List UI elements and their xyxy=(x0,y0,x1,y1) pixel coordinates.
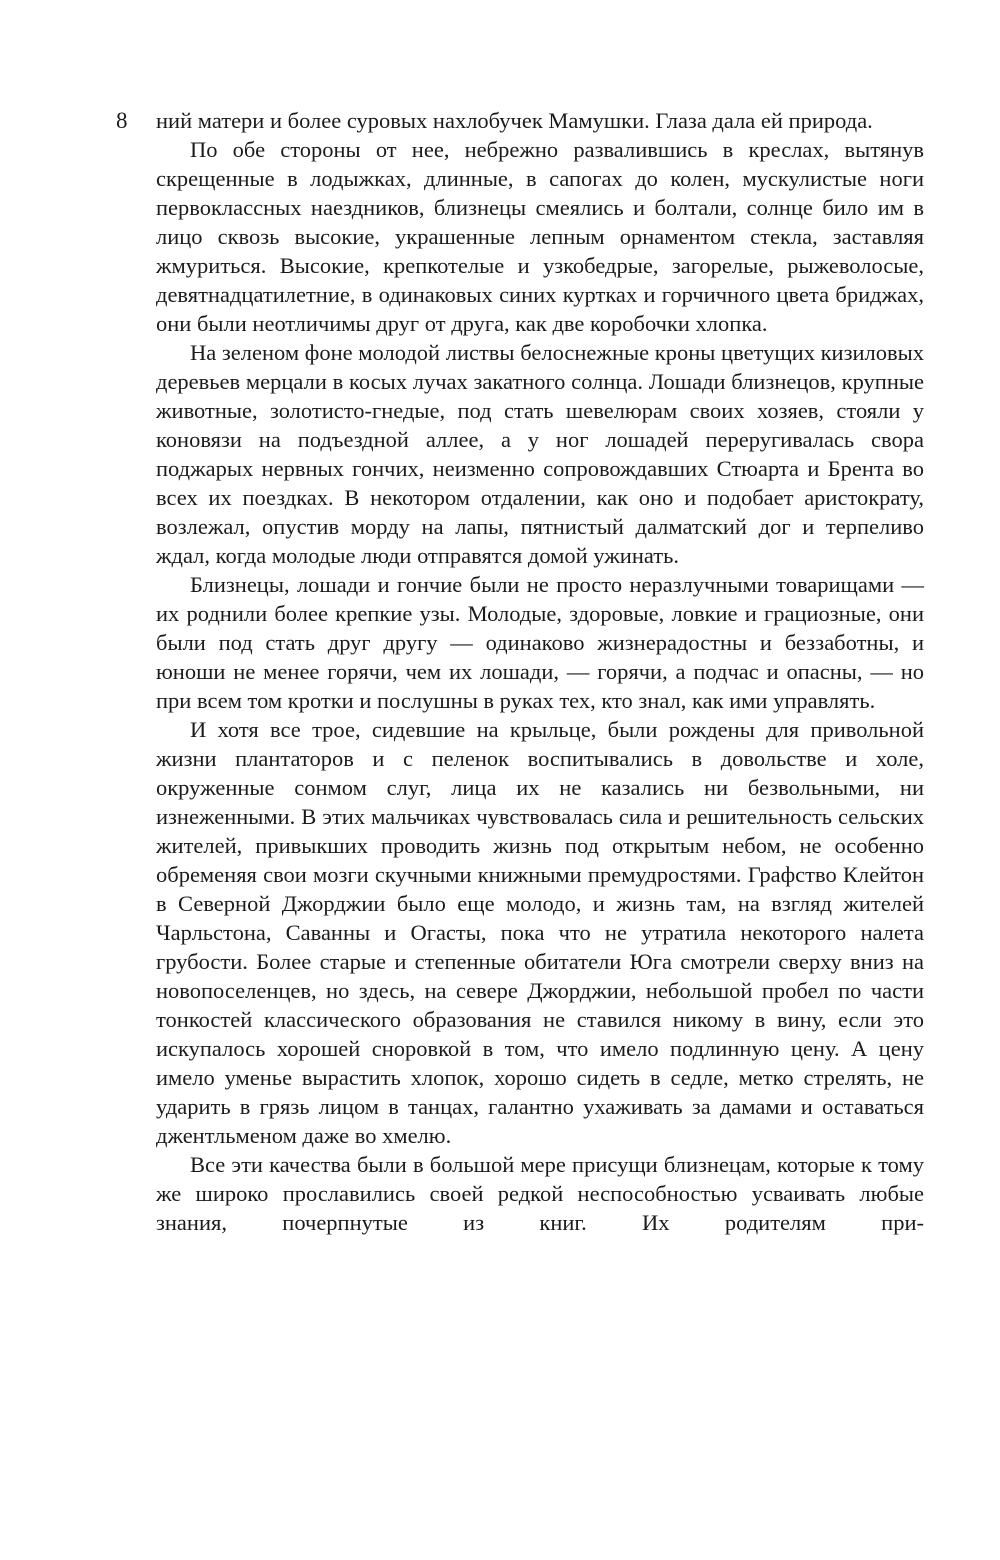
body-text xyxy=(156,106,924,1237)
paragraph-planter-life: И хотя все трое, сидевшие на крыльце, были рождены для привольной жизни плантаторов и с пеленок воспитывались в довольстве и холе, окруженные сонмом слуг, лица их не казались ни безвольными, ни изнеженными. В этих мальчиках чувствовалась сила и решительность сельских жителей, привыкших проводить жизнь под открытым небом, не особенно обременяя свои мозги скучными книжными премудростями. Графство Клейтон в Северной Джорджии было еще молодо, и жизнь там, на взгляд жителей Чарльстона, Саванны и Огасты, пока что не утратила некоторого налета грубости. Более старые и степенные обитатели Юга смотрели сверху вниз на новопоселенцев, но здесь, на севере Джорджии, небольшой пробел по части тонкостей классического образования не ставился никому в вину, если это искупалось хорошей сноровкой в том, что имело подлинную цену. А цену имело уменье вырастить хлопок, хорошо сидеть в седле, метко стрелять, не ударить в грязь лицом в танцах, галантно ухаживать за дамами и оставаться джентльменом даже во хмелю. xyxy=(156,717,924,1148)
paragraph-twins-description: По обе стороны от нее, небрежно развалившись в креслах, вытянув скрещенные в лодыжках, длинные, в сапогах до колен, мускулистые ноги первоклассных наездников, близнецы смеялись и болтали, солнце било им в лицо сквозь высокие, украшенные лепным орнаментом стекла, заставляя жмуриться. Высокие, крепкотелые и узкобедрые, загорелые, рыжеволосые, девятнадцатилетние, в одинаковых синих куртках и горчичного цвета бриджах, они были неотличимы друг от друга, как две коробочки хлопка. xyxy=(156,137,924,336)
paragraph-continued: ний матери и более суровых нахлобучек Мамушки. Глаза дала ей природа. xyxy=(156,108,873,133)
paragraph-twins-qualities: Все эти качества были в большой мере присущи близнецам, которые к тому же широко прославились своей редкой неспособностью усваивать любые знания, почерпнутые из книг. Их родителям при- xyxy=(156,1152,924,1235)
paragraph-inseparable-companions: Близнецы, лошади и гончие были не просто неразлучными товарищами — их роднили более крепкие узы. Молодые, здоровые, ловкие и грациозные, они были под стать друг другу — одинаково жизнерадостны и беззаботны, и юноши не менее горячи, чем их лошади, — горячи, а подчас и опасны, — но при всем том кротки и послушны в руках тех, кто знал, как ими управлять. xyxy=(156,572,924,713)
page-number: 8 xyxy=(116,108,128,133)
paragraph-horses-and-hounds: На зеленом фоне молодой листвы белоснежные кроны цветущих кизиловых деревьев мерцали в косых лучах закатного солнца. Лошади близнецов, крупные животные, золотисто-гнедые, под стать шевелюрам своих хозяев, стояли у коновязи на подъездной аллее, а у ног лошадей переругивалась свора поджарых нервных гончих, неизменно сопровождавших Стюарта и Брента во всех их поездках. В некотором отдалении, как оно и подобает аристократу, возлежал, опустив морду на лапы, пятнистый далматский дог и терпеливо ждал, когда молодые люди отправятся домой ужинать. xyxy=(156,340,924,568)
